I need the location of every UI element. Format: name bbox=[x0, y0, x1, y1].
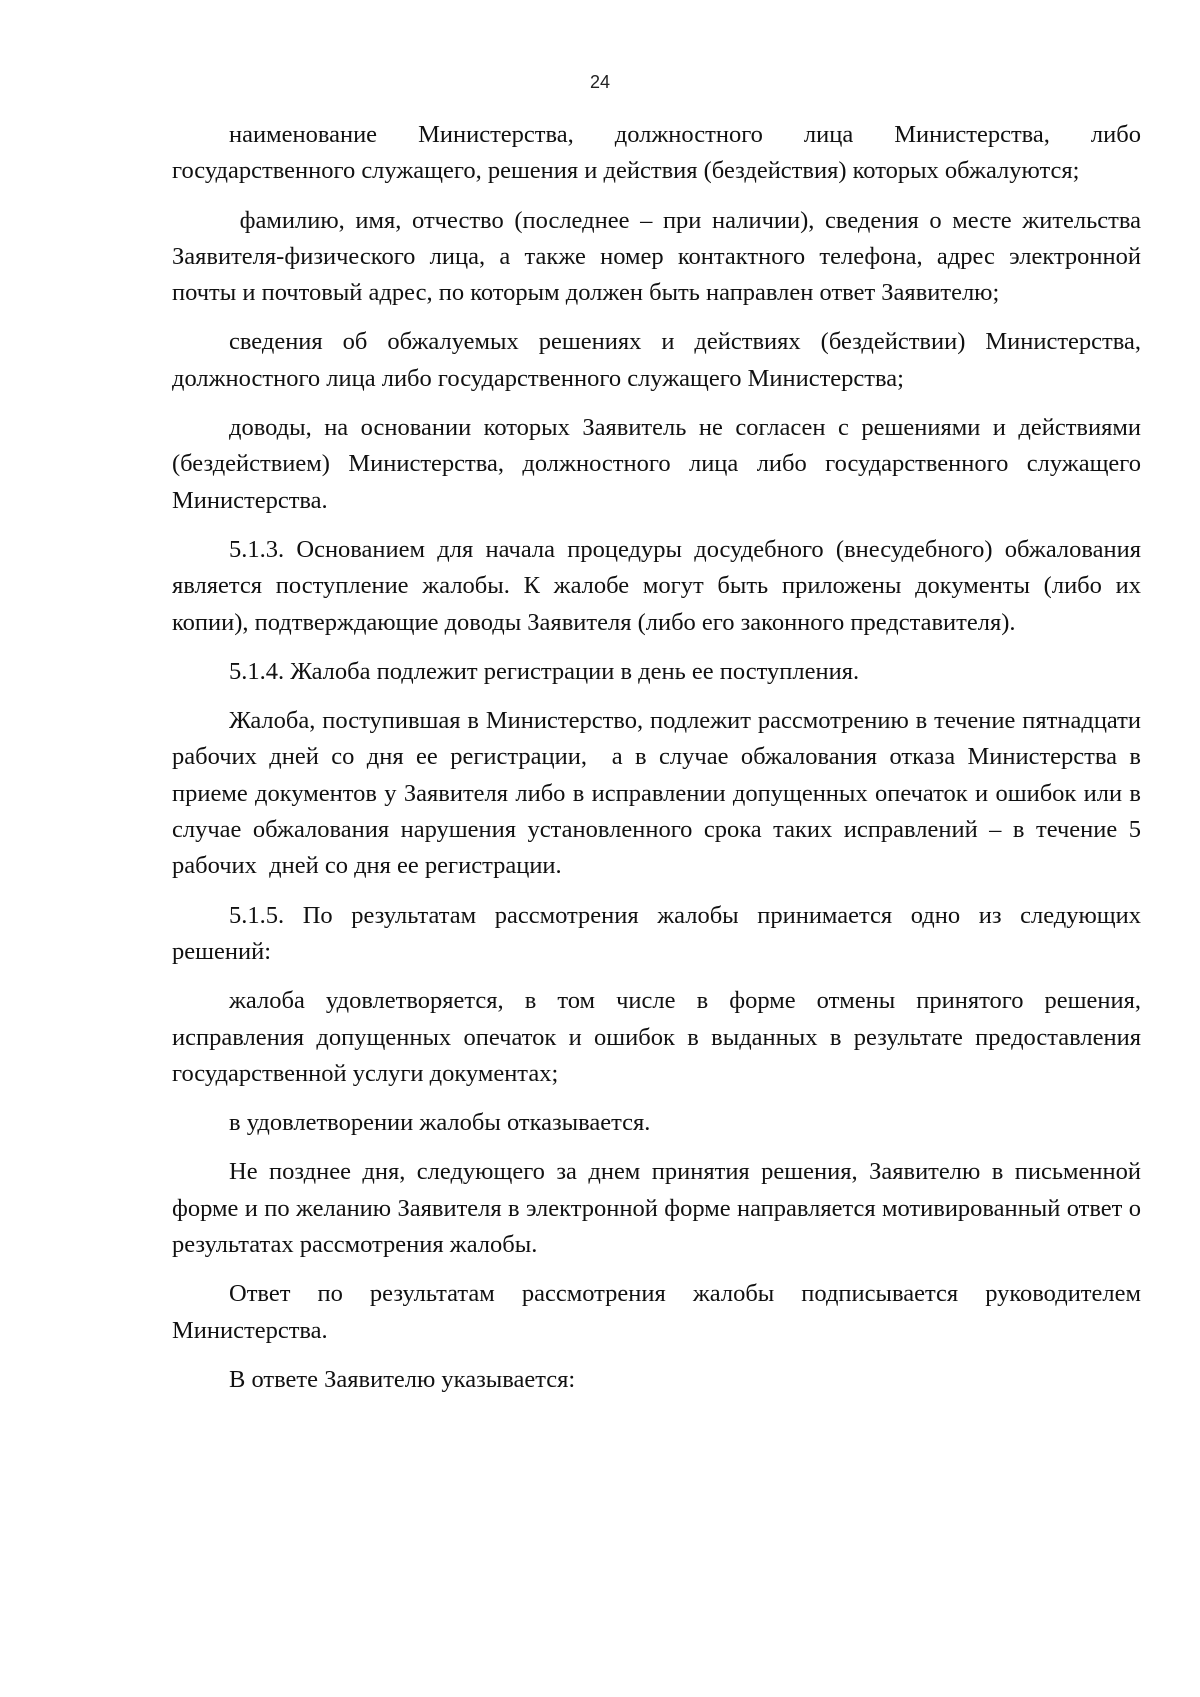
paragraph-5-1-5: 5.1.5. По результатам рассмотрения жалобы принимается одно из следующих решений: bbox=[172, 901, 1141, 965]
paragraph-applicant-details: фамилию, имя, отчество (последнее – при наличии), сведения о месте жительства Заявителя-физического лица, а также номер контактного телефона, адрес электронной почты и почтовый адрес, по которым должен быть направлен ответ Заявителю; bbox=[172, 206, 1148, 307]
document-body bbox=[172, 117, 1148, 1411]
paragraph-review-period: Жалоба, поступившая в Министерство, подлежит рассмотрению в течение пятнадцати рабочих дней со дня ее регистрации, а в случае обжалования отказа Министерства в приеме документов у Заявителя либо в исправлении допущенных опечаток и ошибок или в случае обжалования нарушения установленного срока таких исправлений – в течение 5 рабочих дней со дня ее регистрации. bbox=[172, 707, 1148, 880]
page-number: 24 bbox=[589, 72, 611, 92]
paragraph-complaint-satisfied: жалоба удовлетворяется, в том числе в форме отмены принятого решения, исправления допущенных опечаток и ошибок в выданных в результате предоставления государственной услуги документах; bbox=[172, 987, 1141, 1087]
paragraph-5-1-4: 5.1.4. Жалоба подлежит регистрации в день ее поступления. bbox=[229, 657, 860, 685]
paragraph-response-deadline: Не позднее дня, следующего за днем принятия решения, Заявителю в письменной форме и по желанию Заявителя в электронной форме направляется мотивированный ответ о результатах рассмотрения жалобы. bbox=[172, 1158, 1141, 1259]
paragraph-5-1-3: 5.1.3. Основанием для начала процедуры досудебного (внесудебного) обжалования является поступление жалобы. К жалобе могут быть приложены документы (либо их копии), подтверждающие доводы Заявителя (либо его законного представителя). bbox=[172, 535, 1141, 636]
paragraph-response-contents: В ответе Заявителю указывается: bbox=[229, 1365, 576, 1393]
paragraph-appeal-subject: наименование Министерства, должностного лица Министерства, либо государственного служащего, решения и действия (бездействия) которых обжалуются; bbox=[172, 121, 1141, 185]
paragraph-response-signature: Ответ по результатам рассмотрения жалобы подписывается руководителем Министерства. bbox=[172, 1280, 1141, 1344]
paragraph-arguments: доводы, на основании которых Заявитель не согласен с решениями и действиями (бездействием) Министерства, должностного лица либо государственного служащего Министерства. bbox=[172, 414, 1141, 514]
paragraph-appealed-decisions: сведения об обжалуемых решениях и действиях (бездействии) Министерства, должностного лица либо государственного служащего Министерства; bbox=[172, 328, 1141, 392]
paragraph-complaint-rejected: в удовлетворении жалобы отказывается. bbox=[229, 1109, 651, 1137]
